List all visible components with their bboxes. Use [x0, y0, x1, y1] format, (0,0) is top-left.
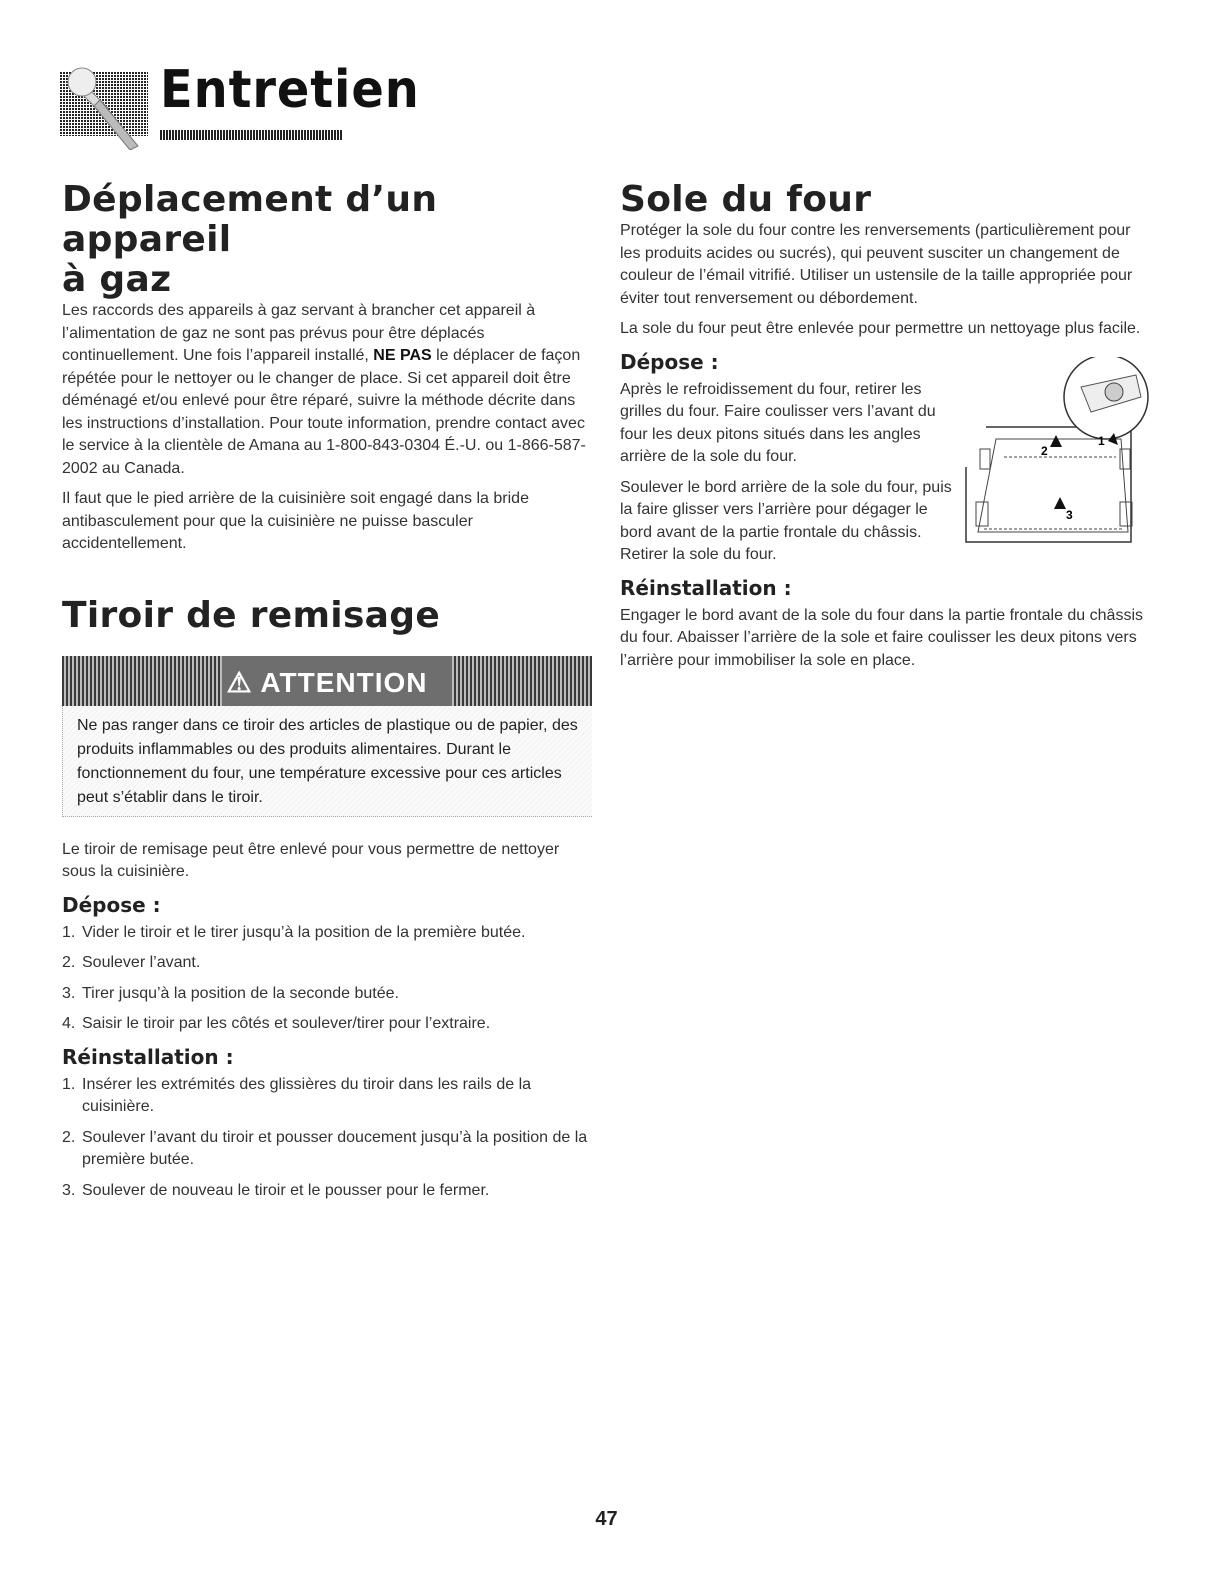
list-item: 1. Vider le tiroir et le tirer jusqu’à la position de la première butée.: [62, 923, 526, 941]
removal-block: [620, 349, 1150, 567]
right-column: [620, 180, 1150, 680]
diagram-label-2: 2: [1041, 443, 1048, 458]
gas-p1-bold: NE PAS: [373, 347, 432, 364]
header-rule: [160, 130, 342, 140]
warning-text: Ne pas ranger dans ce tiroir des articles de plastique ou de papier, des produits inflammables ou des produits alimentaires. Durant le fonctionnement du four, une température excessive pour ces articles peut s’établir dans le tiroir.: [77, 716, 578, 806]
section-title-gas-appliance: [62, 180, 592, 300]
list-item: 3. Tirer jusqu’à la position de la seconde butée.: [62, 984, 399, 1002]
drawer-reinstall-steps: [62, 1074, 592, 1203]
drawer-intro: Le tiroir de remisage peut être enlevé pour vous permettre de nettoyer sous la cuisinière.: [62, 840, 560, 880]
diagram-label-3: 3: [1066, 507, 1073, 522]
list-item: 4. Saisir le tiroir par les côtés et soulever/tirer pour l’extraire.: [62, 1015, 491, 1032]
page-number: 47: [595, 1508, 618, 1530]
list-item: 2. Soulever l’avant du tiroir et pousser doucement jusqu’à la position de la première butée.: [62, 1128, 588, 1168]
gas-p1-part1: Les raccords des appareils à gaz servant à brancher cet appareil à l’alimentation de gaz ne sont pas prévus pour être déplacés continuellement. Une fois l’appareil installé,: [62, 302, 536, 364]
list-item: 3. Soulever de nouveau le tiroir et le pousser pour le fermer.: [62, 1181, 490, 1199]
warning-label-row: [62, 666, 592, 699]
gas-p1-part2: le déplacer de façon répétée pour le nettoyer ou le changer de place. Si cet appareil doit être déménagé et/ou enlevé pour être réparé, suivre la méthode décrite dans les instructions d’installation. Pour toute information, prendre contact avec le service à la clientèle de Amana au 1-800-843-0304 É.-U. ou 1-866-587-2002 au Canada.: [62, 347, 586, 477]
drawer-removal-title: Dépose :: [62, 892, 161, 917]
oven-bottom-diagram: [956, 357, 1156, 547]
warning-body: [62, 706, 592, 817]
list-item: 2. Soulever l’avant.: [62, 954, 201, 971]
gas-paragraph-1: [62, 300, 592, 480]
title-line-1: Déplacement d’un appareil: [62, 179, 438, 260]
section-title-storage-drawer: Tiroir de remisage: [62, 594, 441, 636]
left-column: [62, 180, 592, 1210]
oven-bottom-reinstall-text: Engager le bord avant de la sole du four dans la partie frontale du châssis du four. Abaisser l’arrière de la sole et faire coulisser les deux pitons vers l’arrière pour immobiliser la sole en place.: [620, 606, 1143, 669]
oven-bottom-removal-p1: Après le refroidissement du four, retirer les grilles du four. Faire coulisser vers l’avant du four les deux pitons situés dans les angles arrière de la sole du four.: [620, 380, 936, 465]
oven-bottom-reinstall-title: Réinstallation :: [620, 575, 792, 600]
warning-header: [62, 656, 592, 706]
warning-label: ATTENTION: [260, 666, 428, 698]
warning-triangle-icon: ⚠: [226, 666, 253, 698]
oven-bottom-removal-p2: Soulever le bord arrière de la sole du four, puis la faire glisser vers l’arrière pour dégager le bord avant de la partie frontale du châssis. Retirer la sole du four.: [620, 478, 952, 563]
title-line-2: à gaz: [62, 259, 172, 300]
wrench-icon: [60, 60, 150, 150]
diagram-label-1: 1: [1098, 433, 1105, 448]
arrow-up-icon: [1054, 497, 1066, 509]
warning-box: [62, 656, 592, 817]
oven-bottom-paragraph-2: La sole du four peut être enlevée pour permettre un nettoyage plus facile.: [620, 320, 1141, 337]
section-title-oven-bottom: Sole du four: [620, 179, 872, 220]
drawer-removal-steps: [62, 922, 592, 1036]
oven-bottom-paragraph-1: Protéger la sole du four contre les renversements (particulièrement pour les produits acides ou sucrés), qui peuvent susciter un changement de couleur de l’émail vitrifié. Utiliser un ustensile de la taille appropriée pour éviter tout renversement ou débordement.: [620, 222, 1133, 307]
page-header-title: Entretien: [160, 60, 420, 120]
drawer-reinstall-title: Réinstallation :: [62, 1044, 234, 1069]
oven-bottom-removal-title: Dépose :: [620, 349, 719, 374]
list-item: 1. Insérer les extrémités des glissières du tiroir dans les rails de la cuisinière.: [62, 1075, 532, 1115]
gas-paragraph-2: Il faut que le pied arrière de la cuisinière soit engagé dans la bride antibasculement pour que la cuisinière ne puisse basculer accidentellement.: [62, 490, 529, 552]
arrow-up-icon: [1050, 435, 1062, 447]
